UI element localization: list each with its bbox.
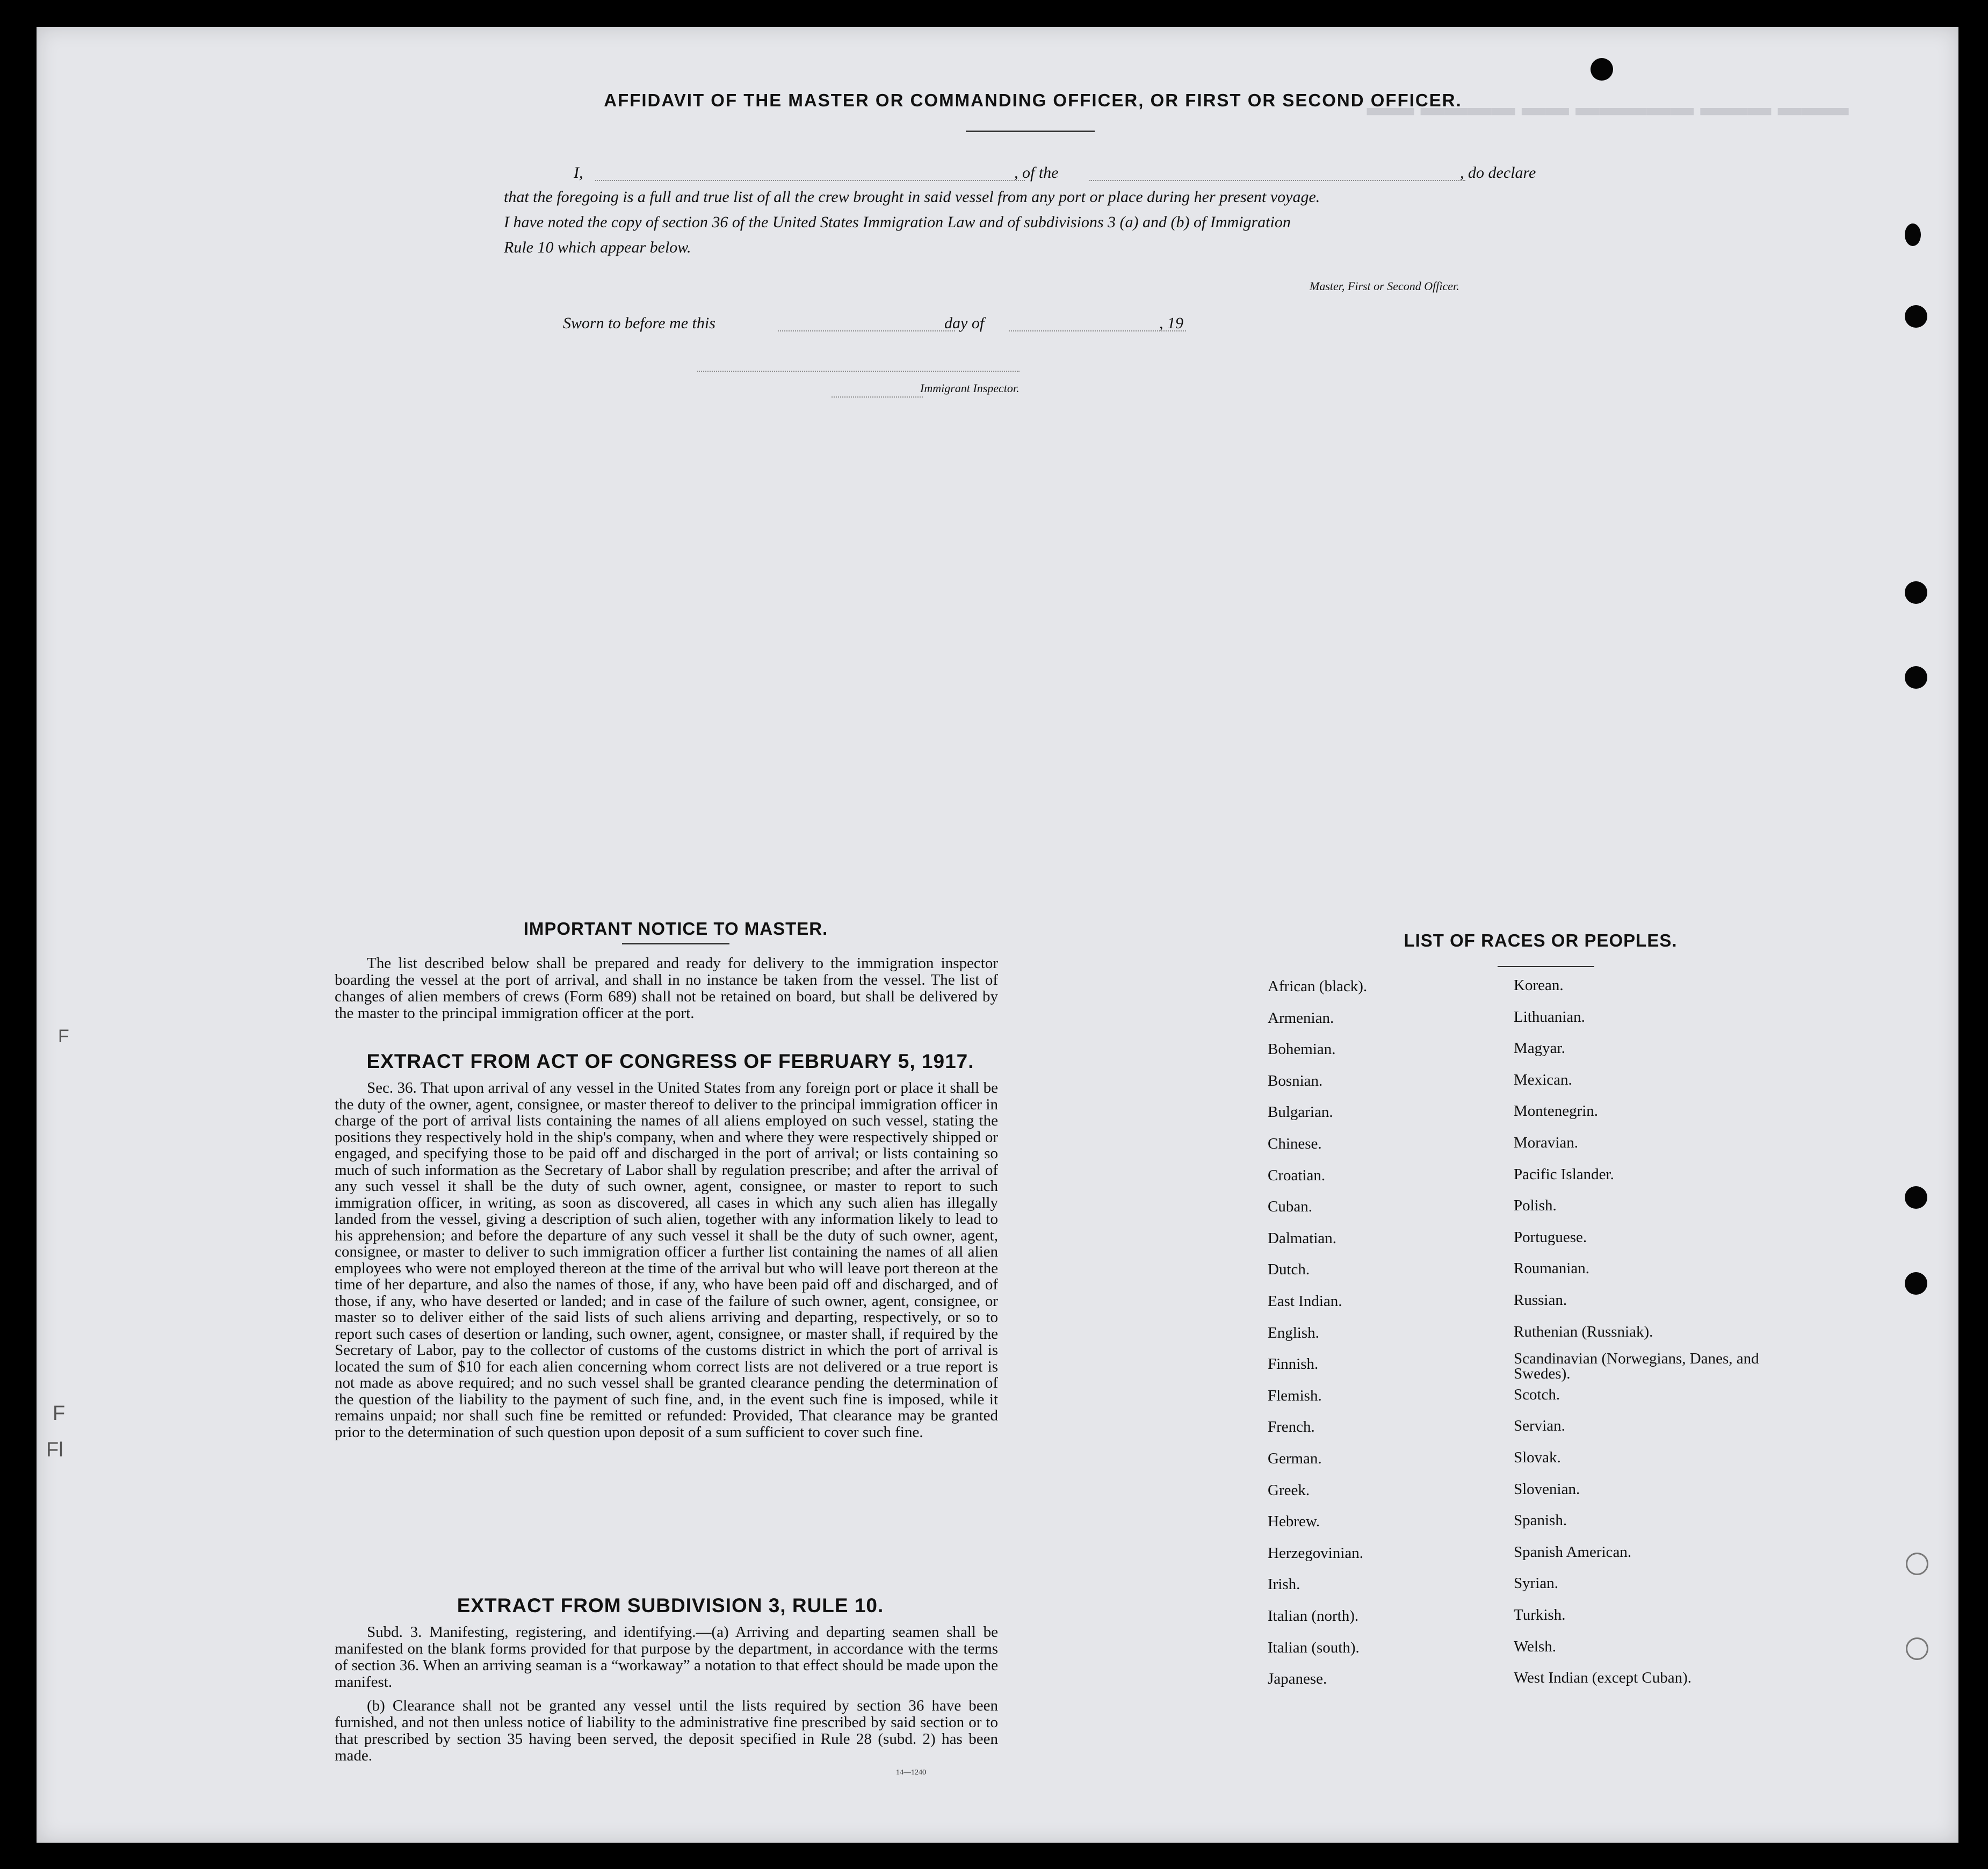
- punch-hole: [1905, 1186, 1927, 1209]
- race-item: Greek.: [1268, 1482, 1310, 1499]
- race-item: Magyar.: [1514, 1040, 1565, 1057]
- blank-vessel: [1089, 180, 1465, 181]
- inspector-signature-line: [697, 371, 1020, 372]
- race-item: Portuguese.: [1514, 1229, 1587, 1246]
- edge-mark: Fl: [46, 1439, 63, 1461]
- inspector-label: Immigrant Inspector.: [920, 381, 1020, 395]
- race-item: Finnish.: [1268, 1355, 1319, 1373]
- race-item: Bosnian.: [1268, 1072, 1323, 1089]
- rule-para-a: Subd. 3. Manifesting, registering, and identifying.—(a) Arriving and departing seamen shall be manifested on the blank forms provided for that purpose by the department, in accordance with the terms of section 36. When an arriving seaman is a “workaway” a notation to that effect should be made upon the manifest.: [335, 1623, 998, 1691]
- act-body: Sec. 36. That upon arrival of any vessel in the United States from any foreign port or place it shall be the duty of the owner, agent, consignee, or master thereof to deliver to the principal immigration officer in charge of the port of arrival lists containing the names of all aliens employed on such vessel, stating the positions they respectively hold in the ship's company, when and where they were respectively shipped or engaged, and specifying those to be paid off and discharged in the port of arrival; or lists containing so much of such information as the Secretary of Labor shall by regulation prescribe; and after the arrival of any such vessel it shall be the duty of such owner, agent, consignee, or master to report to such immigration officer, in writing, as soon as discovered, all cases in which any such alien has illegally landed from the vessel, giving a description of such alien, together with any information likely to lead to his apprehension; and before the departure of any such vessel it shall be the duty of such owner, agent, consignee, or master to deliver to such immigration officer a further list containing the names of all alien employees who were not employed thereon at the time of the arrival but who will leave port thereon at the time of her departure, and also the names of those, if any, who have been paid off and discharged, and of those, if any, who have deserted or landed; and in case of the failure of such owner, agent, consignee, or master so to deliver either of the said lists of such aliens arriving and departing, respectively, or so to report such cases of desertion or landing, such owner, agent, consignee, or master shall, if required by the Secretary of Labor, pay to the collector of customs of the customs district in which the port of arrival is located the sum of $10 for each alien concerning whom correct lists are not delivered or a true report is not made as above required; and no such vessel shall be granted clearance pending the determination of the question of the liability to the payment of such fine, and, in the event such fine is imposed, while it remains unpaid; nor shall such fine be remitted or refunded: Provided, That clearance may be granted prior to the determination of such question upon deposit of a sum sufficient to cover such fine.: [335, 1079, 998, 1441]
- race-item: Korean.: [1514, 977, 1564, 994]
- affidavit-text-line: I have noted the copy of section 36 of the United States Immigration Law and of subdivisions 3 (a) and (b) of Immigration: [504, 213, 1291, 231]
- race-item: Armenian.: [1268, 1009, 1334, 1027]
- race-item: Dutch.: [1268, 1261, 1310, 1278]
- race-item: Montenegrin.: [1514, 1102, 1599, 1120]
- affidavit-text-line: that the foregoing is a full and true list of all the crew brought in said vessel from any port or place during her present voyage.: [504, 188, 1320, 206]
- edge-mark: F: [58, 1026, 69, 1047]
- heading-rule: [1498, 966, 1594, 967]
- punch-hole: [1905, 581, 1927, 604]
- race-item: Japanese.: [1268, 1670, 1327, 1687]
- race-item: African (black).: [1268, 978, 1368, 995]
- race-item: Ruthenian (Russniak).: [1514, 1323, 1653, 1340]
- race-item: Servian.: [1514, 1417, 1565, 1434]
- race-item: Roumanian.: [1514, 1260, 1589, 1277]
- punch-hole: [1906, 1553, 1928, 1575]
- inspector-signature-line: [832, 396, 923, 398]
- race-item: Polish.: [1514, 1197, 1557, 1214]
- race-item: English.: [1268, 1324, 1319, 1341]
- document-page: [37, 27, 1958, 1843]
- notice-heading: IMPORTANT NOTICE TO MASTER.: [523, 919, 828, 939]
- punch-hole: [1905, 223, 1921, 246]
- year-text: , 19: [1159, 314, 1183, 332]
- race-item: Hebrew.: [1268, 1513, 1320, 1530]
- race-item: Spanish.: [1514, 1512, 1567, 1529]
- race-item: Italian (south).: [1268, 1639, 1360, 1656]
- race-item: Welsh.: [1514, 1638, 1557, 1655]
- race-item: Dalmatian.: [1268, 1230, 1337, 1247]
- blank-name: [595, 180, 1025, 181]
- punch-hole: [1906, 1637, 1928, 1660]
- affidavit-of-the: , of the: [1014, 164, 1059, 182]
- affidavit-text-line: Rule 10 which appear below.: [504, 239, 691, 256]
- edge-mark: F: [53, 1402, 66, 1425]
- rule-para-b: (b) Clearance shall not be granted any vessel until the lists required by section 36 have been furnished, and not then unless notice of liability to the administrative fine prescribed by said section or to that prescribed by section 35 having been served, the deposit specified in Rule 28 (subd. 2) has been made.: [335, 1697, 998, 1764]
- race-item: Lithuanian.: [1514, 1008, 1585, 1026]
- form-number: 14—1240: [896, 1769, 926, 1777]
- race-item: German.: [1268, 1450, 1322, 1467]
- heading-rule: [622, 943, 729, 944]
- notice-body: The list described below shall be prepared and ready for delivery to the immigration inspector boarding the vessel at the port of arrival, and shall in no instance be taken from the vessel. The list of changes of alien members of crews (Form 689) shall not be retained on board, but shall be delivered by the master to the principal immigration officer at the port.: [335, 955, 998, 1022]
- race-item: Turkish.: [1514, 1606, 1566, 1623]
- race-item: Irish.: [1268, 1576, 1300, 1593]
- bleed-through: ▬▬▬ ▬▬▬ ▬▬▬▬▬ ▬▬ ▬▬▬▬ ▬▬: [1367, 103, 1849, 129]
- race-item: Moravian.: [1514, 1134, 1578, 1151]
- affidavit-declare: , do declare: [1460, 164, 1536, 182]
- race-item: Mexican.: [1514, 1071, 1572, 1088]
- race-item: Russian.: [1514, 1291, 1567, 1309]
- master-signature-label: Master, First or Second Officer.: [1310, 279, 1459, 293]
- race-item: Scandinavian (Norwegians, Danes, and Swedes).: [1514, 1350, 1759, 1382]
- race-item: Chinese.: [1268, 1135, 1322, 1152]
- sworn-text: Sworn to before me this: [563, 314, 715, 332]
- act-heading: EXTRACT FROM ACT OF CONGRESS OF FEBRUARY 5, 1917.: [366, 1050, 974, 1072]
- race-item: Syrian.: [1514, 1575, 1558, 1592]
- race-item: French.: [1268, 1418, 1315, 1435]
- heading-rule: [966, 131, 1095, 132]
- race-item: East Indian.: [1268, 1293, 1342, 1310]
- punch-hole: [1905, 1272, 1927, 1295]
- punch-hole: [1591, 58, 1613, 81]
- day-of-text: day of: [944, 314, 985, 332]
- race-item: Herzegovinian.: [1268, 1545, 1363, 1562]
- blank-day: [778, 330, 955, 331]
- race-item: Slovak.: [1514, 1449, 1561, 1466]
- race-item: Croatian.: [1268, 1167, 1326, 1184]
- punch-hole: [1905, 305, 1927, 328]
- affidavit-heading: AFFIDAVIT OF THE MASTER OR COMMANDING OFFICER, OR FIRST OR SECOND OFFICER.: [604, 90, 1462, 110]
- race-item: Bohemian.: [1268, 1041, 1336, 1058]
- affidavit-i: I,: [574, 164, 583, 182]
- race-item: Pacific Islander.: [1514, 1166, 1614, 1183]
- race-item: Flemish.: [1268, 1387, 1322, 1404]
- races-heading: LIST OF RACES OR PEOPLES.: [1404, 930, 1678, 950]
- race-item: Cuban.: [1268, 1198, 1312, 1215]
- punch-hole: [1905, 666, 1927, 689]
- race-item: Bulgarian.: [1268, 1103, 1333, 1121]
- rule-heading: EXTRACT FROM SUBDIVISION 3, RULE 10.: [457, 1594, 884, 1617]
- race-item: Scotch.: [1514, 1386, 1560, 1403]
- race-item: Slovenian.: [1514, 1481, 1580, 1498]
- race-item: West Indian (except Cuban).: [1514, 1669, 1692, 1686]
- race-item: Spanish American.: [1514, 1543, 1632, 1561]
- race-item: Italian (north).: [1268, 1607, 1359, 1625]
